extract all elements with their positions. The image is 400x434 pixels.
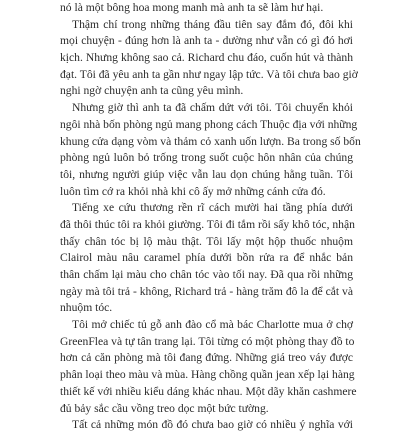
- text-line: GreenFlea và tự tân trang lại. Tôi từng có một phòng thay đồ to: [60, 334, 355, 348]
- paragraph: [60, 417, 353, 434]
- paragraph: [60, 100, 361, 200]
- text-line: thiết kế với nhiều kiểu dáng khác nhau. Một dãy khăn cashmere: [60, 384, 357, 398]
- text-line: đủ bảy sắc cầu vồng treo dọc một bức tường.: [60, 401, 269, 415]
- text-line: kịch. Nhưng không sao cả. Richard chu đáo, cuốn hút và thành: [60, 51, 353, 65]
- text-line: thấy chân tóc bị lộ màu thật. Tôi lấy một hộp thuốc nhuộm: [60, 234, 353, 248]
- paragraph: [60, 0, 353, 17]
- text-line: ngôi nhà bốn phòng ngủ mang phong cách Thuộc địa với những: [60, 117, 358, 131]
- text-line: thân chấm lại màu cho chân tóc vào tối nay. Đã qua rồi những: [60, 268, 353, 281]
- text-line: phòng ngủ luôn bỏ trống trong suốt cuộc hôn nhân của chúng: [60, 151, 353, 165]
- text-line: đã thôi thúc tôi ra khỏi giường. Tôi đi tắm rồi sấy khô tóc, nhận: [60, 217, 355, 231]
- text-line: Thậm chí trong những tháng đầu tiên say đắm đó, đôi khi: [72, 17, 353, 31]
- text-line: Clairol màu nâu caramel phía dưới bồn rửa ra để nhắc bản: [60, 251, 353, 265]
- text-line: nó là một bông hoa mong manh mà anh ta sẽ làm hư hại.: [60, 1, 324, 14]
- text-line: mọi chuyện - đúng hơn là anh ta - dường như vẫn có gì đó hơi: [60, 34, 353, 48]
- text-line: khung cửa dạng vòm và thảm cỏ xanh uốn lượn. Ba trong số bốn: [60, 134, 361, 148]
- text-line: luôn tìm cớ ra khỏi nhà khi cô ấy mở những cánh cửa đó.: [60, 184, 326, 198]
- text-line: tôi, nhưng người giúp việc vẫn lau dọn chúng hằng tuần. Tôi: [60, 167, 353, 181]
- text-line: Nhưng giờ thì anh ta đã chấm dứt với tôi. Tôi chuyển khỏi: [72, 101, 353, 115]
- text-line: ngày mà tôi trả - không, Richard trả - hàng trăm đô la để cắt và: [60, 284, 353, 298]
- text-line: Tôi mở chiếc tủ gỗ anh đào cổ mà bác Charlotte mua ở chợ: [72, 318, 353, 332]
- text-line: Tất cả những món đồ đó chưa bao giờ có nhiều ý nghĩa với: [72, 418, 353, 432]
- paragraph: [60, 200, 353, 317]
- paragraph: [60, 17, 358, 100]
- text-line: phân loại theo màu và mùa. Hàng chồng quần jean xếp lại hàng: [60, 368, 355, 382]
- paragraph: [60, 317, 357, 417]
- text-line: nhuộm tóc.: [60, 301, 113, 315]
- text-line: đạt. Tôi đã yêu anh ta gần như ngay lập tức. Và tôi chưa bao giờ: [60, 67, 358, 81]
- text-line: nghi ngờ chuyện anh ta cũng yêu mình.: [60, 84, 244, 98]
- text-line: hơn cả căn phòng mà tôi đang đứng. Những giá treo váy được: [60, 351, 353, 365]
- text-line: Tiếng xe cứu thương rền rĩ cách mười hai tầng phía dưới: [72, 201, 353, 215]
